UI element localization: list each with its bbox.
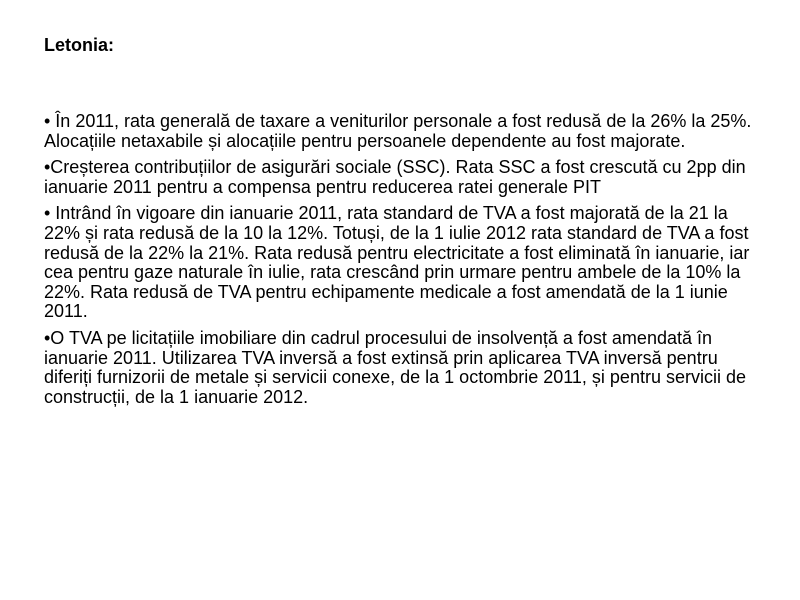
bullet-item-vat-rates: • Intrând în vigoare din ianuarie 2011, rata standard de TVA a fost majorată de la 21 la 22% și rata redusă de la 10 la 12%. Totuși, de la 1 iulie 2012 rata standard de TVA a fost redusă de la 22% la 21%. Rata redusă pentru electricitate a fost eliminată în ianuarie, iar cea pentru gaze naturale în iulie, rata crescând prin urmare pentru ambele de la 10% la 22%. Rata redusă de TVA pentru echipamente medicale a fost amendată de la 1 iunie 2011.	[44, 203, 750, 322]
bullet-item-reverse-vat: •O TVA pe licitațiile imobiliare din cadrul procesului de insolvență a fost amendată în ianuarie 2011. Utilizarea TVA inversă a fost extinsă prin aplicarea TVA inversă pentru diferiți furnizorii de metale și servicii conexe, de la 1 octombrie 2011, și pentru servicii de construcții, de la 1 ianuarie 2012.	[44, 327, 746, 407]
bullet-list	[44, 112, 759, 414]
bullet-item-personal-income-tax: • În 2011, rata generală de taxare a veniturilor personale a fost redusă de la 26% la 25%. Alocațiile netaxabile și alocațiile pentru persoanele dependente au fost majorate.	[44, 111, 752, 151]
slide-title: Letonia:	[44, 35, 114, 55]
bullet-item-social-contributions: •Creșterea contribuțiilor de asigurări sociale (SSC). Rata SSC a fost crescută cu 2pp din ianuarie 2011 pentru a compensa pentru reducerea ratei generale PIT	[44, 157, 746, 197]
